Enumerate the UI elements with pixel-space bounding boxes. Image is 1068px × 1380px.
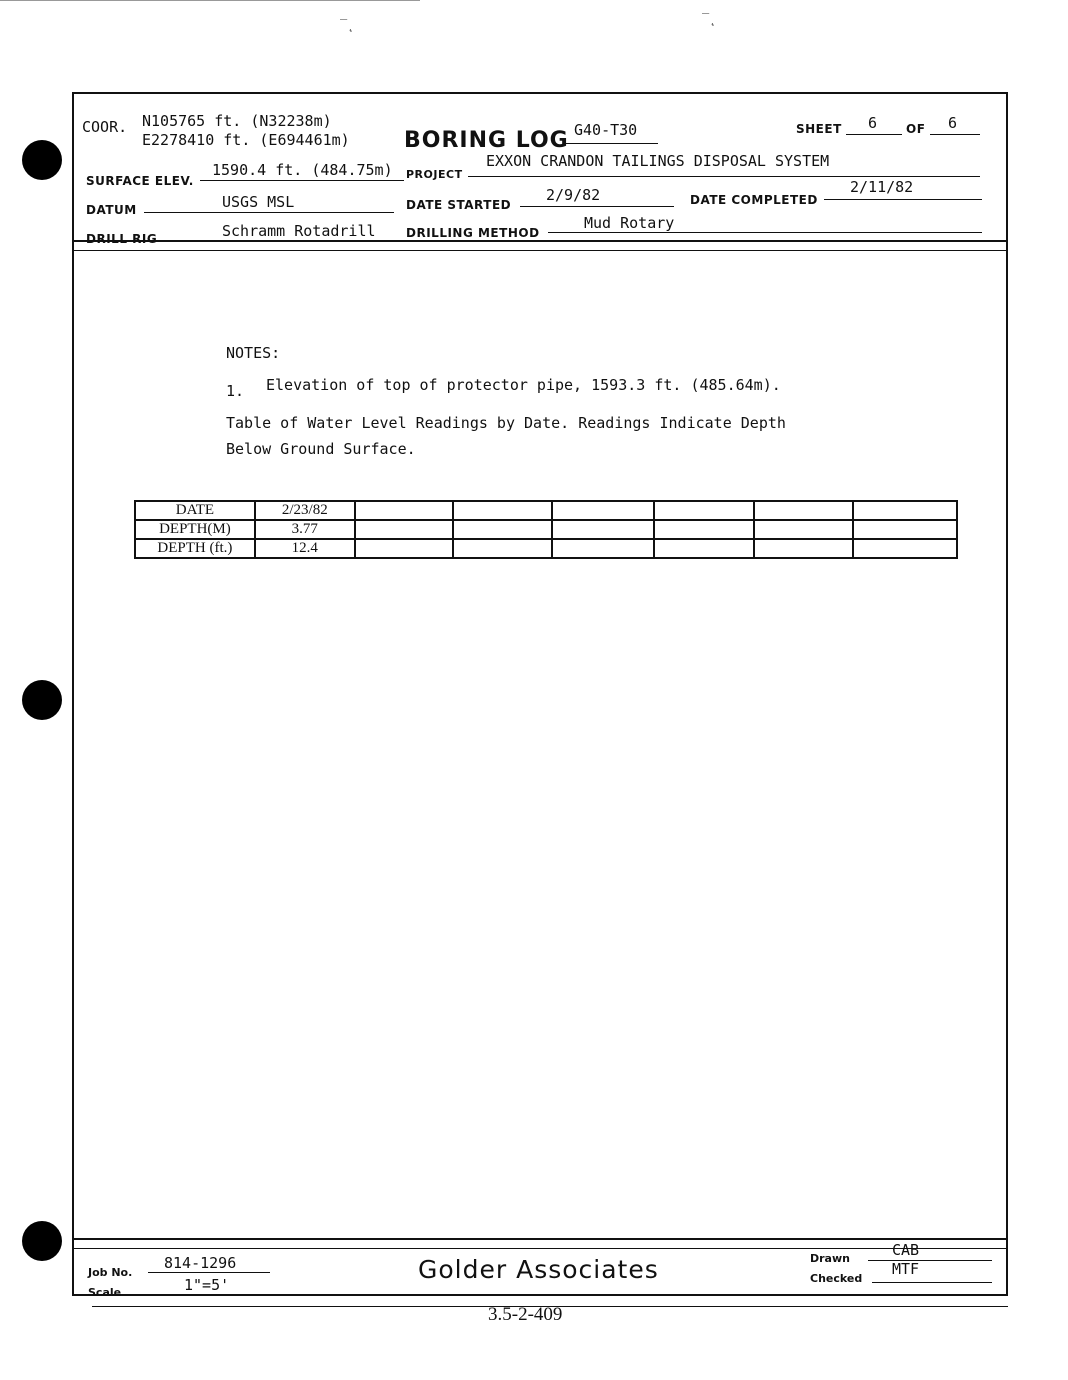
notes-heading: NOTES:	[226, 344, 281, 362]
scan-mark-right: ‾˛	[702, 12, 717, 26]
table-caption-line-1: Table of Water Level Readings by Date. Readings Indicate Depth	[226, 414, 786, 432]
scale-label: Scale	[88, 1286, 122, 1299]
table-cell	[453, 501, 552, 520]
project-value: EXXON CRANDON TAILINGS DISPOSAL SYSTEM	[486, 152, 830, 170]
table-cell	[853, 501, 957, 520]
surface-elev-value: 1590.4 ft. (484.75m)	[212, 161, 393, 179]
table-cell	[654, 539, 754, 558]
table-cell	[754, 520, 854, 539]
punch-hole-bottom	[22, 1221, 62, 1261]
footer-divider-inner	[72, 1248, 1006, 1249]
table-row	[135, 501, 957, 520]
surface-elev-label: SURFACE ELEV.	[86, 174, 194, 188]
form-title: BORING LOG	[404, 128, 569, 153]
datum-label: DATUM	[86, 203, 137, 217]
note-1-text: Elevation of top of protector pipe, 1593.3 ft. (485.64m).	[266, 376, 781, 394]
table-cell	[453, 539, 552, 558]
job-no-value: 814-1296	[164, 1254, 237, 1272]
table-cell	[754, 539, 854, 558]
drawn-label: Drawn	[810, 1252, 850, 1265]
table-cell	[853, 520, 957, 539]
scan-line-top-left	[0, 0, 420, 1]
row-label: DEPTH (ft.)	[135, 539, 255, 558]
table-cell	[552, 520, 654, 539]
table-cell	[355, 520, 454, 539]
sheet-label: SHEET	[796, 122, 842, 136]
date-started-label: DATE STARTED	[406, 198, 512, 212]
drilling-method-label: DRILLING METHOD	[406, 226, 540, 240]
table-cell	[355, 539, 454, 558]
note-1-number: 1.	[226, 382, 245, 400]
checked-label: Checked	[810, 1272, 863, 1285]
table-cell	[654, 501, 754, 520]
checked-value: MTF	[892, 1260, 920, 1278]
coor-label: COOR.	[82, 118, 128, 136]
date-completed-label: DATE COMPLETED	[690, 193, 818, 207]
table-cell	[853, 539, 957, 558]
table-cell	[552, 501, 654, 520]
punch-hole-middle	[22, 680, 62, 720]
sheet-total: 6	[948, 114, 958, 132]
header-divider-inner	[72, 250, 1006, 251]
row-label: DEPTH(M)	[135, 520, 255, 539]
table-cell	[552, 539, 654, 558]
date-started-value: 2/9/82	[546, 186, 601, 204]
drill-rig-label: DRILL RIG	[86, 232, 158, 246]
job-no-label: Job No.	[88, 1266, 133, 1279]
table-cell	[654, 520, 754, 539]
footer-divider	[72, 1238, 1006, 1240]
water-level-table	[134, 500, 958, 559]
table-cell: 2/23/82	[255, 501, 355, 520]
company-name: Golder Associates	[418, 1255, 659, 1284]
table-cell: 12.4	[255, 539, 355, 558]
of-label: OF	[906, 122, 926, 136]
drilling-method-value: Mud Rotary	[584, 214, 675, 232]
date-completed-value: 2/11/82	[850, 178, 914, 196]
drawn-value: CAB	[892, 1241, 920, 1259]
boring-log-frame	[72, 92, 1008, 1296]
project-label: PROJECT	[406, 168, 463, 181]
sheet-number: 6	[868, 114, 878, 132]
coor-easting: E2278410 ft. (E694461m)	[142, 131, 350, 149]
drill-rig-value: Schramm Rotadrill	[222, 222, 376, 240]
scan-mark-left: ‾˛	[340, 18, 355, 32]
drawn-line	[868, 1242, 992, 1261]
boring-id: G40-T30	[574, 121, 638, 139]
table-cell	[754, 501, 854, 520]
coor-northing: N105765 ft. (N32238m)	[142, 112, 332, 130]
table-cell	[355, 501, 454, 520]
table-cell	[453, 520, 552, 539]
datum-value: USGS MSL	[222, 193, 295, 211]
punch-hole-top	[22, 140, 62, 180]
document-number: 3.5-2-409	[488, 1304, 563, 1325]
table-cell: 3.77	[255, 520, 355, 539]
checked-line	[872, 1264, 992, 1283]
row-label: DATE	[135, 501, 255, 520]
table-caption-line-2: Below Ground Surface.	[226, 440, 416, 458]
table-row	[135, 520, 957, 539]
table-row	[135, 539, 957, 558]
scale-value: 1"=5'	[184, 1276, 230, 1294]
